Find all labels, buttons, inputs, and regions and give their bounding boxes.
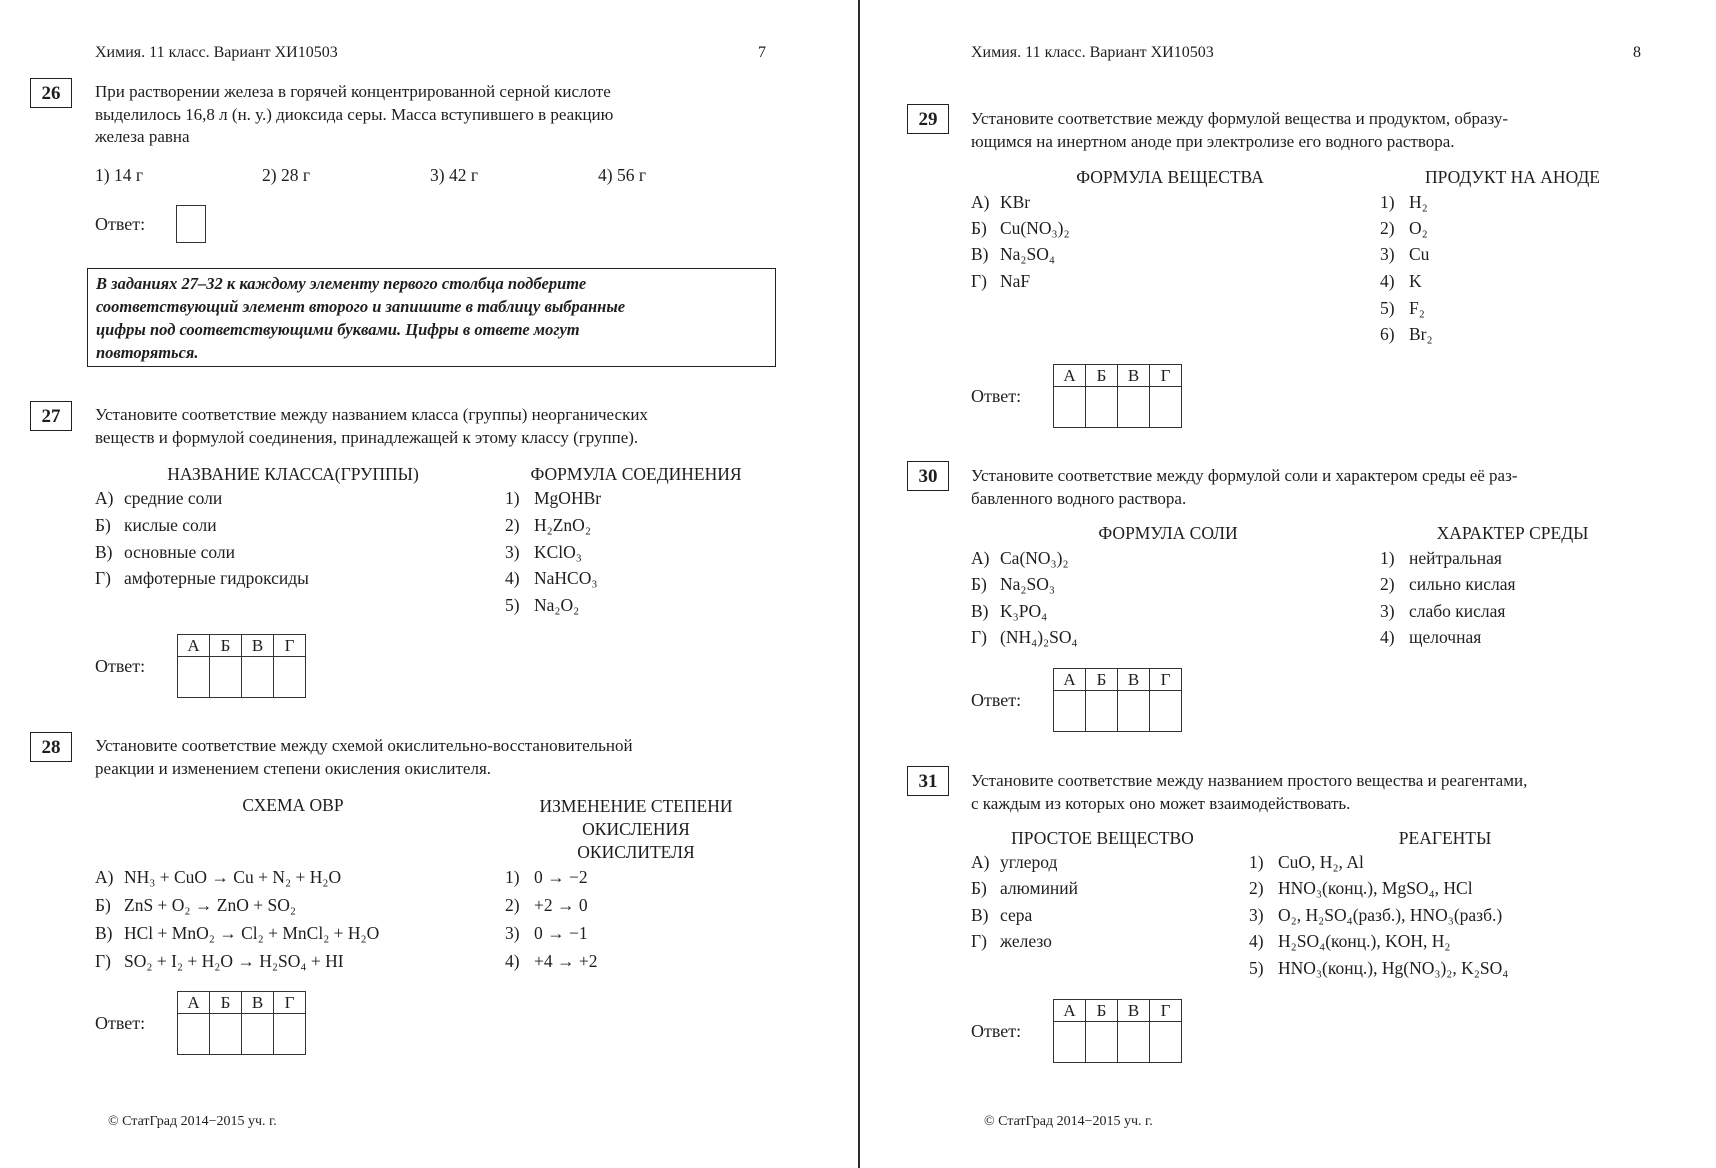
item-key: 2) [1380, 574, 1395, 594]
item-text: NaHCO₃ [534, 568, 598, 588]
question-28-text [95, 735, 768, 780]
question-31-left-item [971, 852, 1057, 873]
item-key: 2) [505, 895, 520, 915]
answer-cell[interactable] [1054, 1022, 1086, 1063]
question-31-column-1-header: ПРОСТОЕ ВЕЩЕСТВО [1011, 828, 1194, 848]
question-29-right-item [1380, 244, 1429, 265]
question-29-right-item [1380, 324, 1433, 345]
question-29-column-1-header: ФОРМУЛА ВЕЩЕСТВА [1076, 167, 1264, 187]
item-text: (NH₄)₂SO₄ [1000, 627, 1078, 647]
answer-table-27 [177, 634, 306, 698]
question-31-left-item [971, 905, 1032, 926]
item-key: В) [971, 905, 989, 925]
question-26-line: железа равна [95, 127, 190, 146]
item-text: HNO₃(конц.), MgSO₄, HCl [1278, 878, 1473, 898]
item-key: А) [971, 548, 990, 568]
instruction-line: цифры под соответствующими буквами. Цифры в ответе могут [96, 320, 580, 339]
question-31-right-item [1249, 852, 1364, 873]
item-key: 4) [505, 568, 520, 588]
item-key: 3) [1380, 244, 1395, 264]
item-text: 0 → −1 [534, 923, 588, 943]
item-key: 2) [1249, 878, 1264, 898]
page-header-right: Химия. 11 класс. Вариант ХИ10503 [971, 44, 1214, 61]
item-key: В) [95, 542, 113, 562]
item-key: 1) [1380, 192, 1395, 212]
question-29-line: ющимся на инертном аноде при электролизе его водного раствора. [971, 131, 1455, 151]
item-text: Na₂SO₃ [1000, 574, 1055, 594]
item-text: +4 → +2 [534, 951, 598, 971]
page-number-left: 7 [758, 44, 766, 61]
question-29-right-item [1380, 298, 1425, 319]
answer-letter: А [1054, 365, 1086, 387]
page-header-left: Химия. 11 класс. Вариант ХИ10503 [95, 44, 338, 61]
question-27-right-item [505, 515, 591, 536]
answer-cell[interactable] [1150, 387, 1182, 428]
question-27-column-2-header: ФОРМУЛА СОЕДИНЕНИЯ [530, 464, 742, 484]
question-30-line: Установите соответствие между формулой соли и характером среды её раз- [971, 466, 1518, 485]
item-key: 5) [505, 595, 520, 615]
answer-cell[interactable] [1054, 691, 1086, 732]
question-30-left-item [971, 601, 1047, 622]
item-text: HNO₃(конц.), Hg(NO₃)₂, K₂SO₄ [1278, 958, 1509, 978]
item-key: Б) [95, 515, 111, 535]
answer-letter: Б [1086, 1000, 1118, 1022]
item-text: основные соли [124, 542, 235, 562]
question-29-left-item [971, 271, 1030, 292]
question-28-right-item [505, 895, 588, 916]
item-key: 4) [1380, 627, 1395, 647]
item-text: Na₂O₂ [534, 595, 580, 615]
question-28-column-2-header [505, 795, 767, 864]
question-number-28: 28 [30, 732, 72, 762]
question-30-right-item [1380, 627, 1481, 648]
item-key: А) [95, 488, 114, 508]
question-30-right-item [1380, 548, 1502, 569]
item-text: амфотерные гидроксиды [124, 568, 309, 588]
question-31-left-item [971, 878, 1078, 899]
question-31-column-2-header: РЕАГЕНТЫ [1398, 828, 1492, 848]
item-text: HCl + MnO₂ → Cl₂ + MnCl₂ + H₂O [124, 923, 380, 943]
question-26-option-3: 3) 42 г [430, 165, 479, 185]
question-27-column-1-header: НАЗВАНИЕ КЛАССА(ГРУППЫ) [167, 464, 419, 484]
answer-letter: А [178, 992, 210, 1014]
item-key: В) [971, 601, 989, 621]
question-26-option-1: 1) 14 г [95, 165, 144, 185]
question-26-option-4: 4) 56 г [598, 165, 647, 185]
item-text: NaF [1000, 271, 1031, 291]
item-key: В) [95, 923, 113, 943]
question-31-right-item [1249, 905, 1502, 926]
question-30-left-item [971, 574, 1055, 595]
question-27-right-item [505, 542, 582, 563]
question-30-left-item [971, 627, 1078, 648]
item-text: Cu [1409, 244, 1430, 264]
item-text: сильно кислая [1409, 574, 1516, 594]
question-27-right-item [505, 488, 601, 509]
question-number-27: 27 [30, 401, 72, 431]
answer-label-27: Ответ: [95, 656, 146, 676]
page-footer-left: © СтатГрад 2014−2015 уч. г. [108, 1114, 277, 1129]
answer-cell[interactable] [1118, 1022, 1150, 1063]
question-28-right-item [505, 867, 588, 888]
question-29-left-item [971, 192, 1030, 213]
item-text: слабо кислая [1409, 601, 1506, 621]
item-key: Б) [971, 574, 987, 594]
item-key: 1) [1249, 852, 1264, 872]
item-key: 1) [505, 867, 520, 887]
answer-cell[interactable] [1086, 691, 1118, 732]
item-text: H₂ [1409, 192, 1428, 212]
item-text: кислые соли [124, 515, 217, 535]
question-31-left-item [971, 931, 1052, 952]
item-text: F₂ [1409, 298, 1425, 318]
item-key: Б) [95, 895, 111, 915]
answer-label-26: Ответ: [95, 214, 146, 234]
answer-table-30 [1053, 668, 1182, 732]
question-28-left-item [95, 923, 379, 944]
item-key: 3) [505, 923, 520, 943]
answer-cell[interactable] [178, 1014, 210, 1055]
item-key: 2) [505, 515, 520, 535]
question-27-line: веществ и формулой соединения, принадлежащей к этому классу (группе). [95, 427, 639, 447]
question-26-option-2: 2) 28 г [262, 165, 311, 185]
answer-cell[interactable] [274, 657, 306, 698]
item-key: Б) [971, 878, 987, 898]
answer-letter: Г [1150, 669, 1182, 691]
answer-letter: Б [1086, 365, 1118, 387]
item-text: средние соли [124, 488, 223, 508]
answer-letter: Б [210, 635, 242, 657]
answer-cell[interactable] [210, 1014, 242, 1055]
question-26-line: При растворении железа в горячей концентрированной серной кислоте [95, 82, 611, 101]
question-29-left-item [971, 218, 1070, 239]
question-29-line: Установите соответствие между формулой вещества и продуктом, образу- [971, 109, 1509, 128]
answer-label-31: Ответ: [971, 1021, 1022, 1041]
item-text: SO₂ + I₂ + H₂O → H₂SO₄ + HI [124, 951, 344, 971]
question-27-left-item [95, 515, 217, 536]
item-text: K₃PO₄ [1000, 601, 1048, 621]
answer-letter: В [242, 992, 274, 1014]
answer-letter: В [1118, 1000, 1150, 1022]
question-27-left-item [95, 488, 222, 509]
question-28-left-item [95, 895, 296, 916]
instruction-line: В заданиях 27–32 к каждому элементу первого столбца подберите [96, 274, 587, 293]
answer-cell[interactable] [1150, 691, 1182, 732]
answer-cell[interactable] [1086, 387, 1118, 428]
answer-label-30: Ответ: [971, 690, 1022, 710]
item-text: O₂ [1409, 218, 1428, 238]
question-27-right-item [505, 595, 579, 616]
page-divider [858, 0, 860, 1168]
item-key: 3) [1380, 601, 1395, 621]
answer-letter: Б [210, 992, 242, 1014]
item-key: А) [95, 867, 114, 887]
item-text: углерод [1000, 852, 1058, 872]
question-31-line: с каждым из которых оно может взаимодействовать. [971, 793, 1351, 813]
answer-cell[interactable] [1150, 1022, 1182, 1063]
instruction-line: повторяться. [96, 343, 199, 362]
question-30-right-item [1380, 601, 1505, 622]
item-text: 0 → −2 [534, 867, 588, 887]
item-key: Г) [971, 627, 987, 647]
item-text: ZnS + O₂ → ZnO + SO₂ [124, 895, 296, 915]
item-key: 3) [1249, 905, 1264, 925]
question-27-left-item [95, 542, 235, 563]
item-key: Г) [95, 568, 111, 588]
question-26-line: выделилось 16,8 л (н. у.) диоксида серы. Масса вступившего в реакцию [95, 104, 614, 124]
question-28-left-item [95, 867, 341, 888]
answer-box-26[interactable] [176, 205, 206, 243]
answer-label-28: Ответ: [95, 1013, 146, 1033]
answer-letter: А [1054, 669, 1086, 691]
item-key: Г) [95, 951, 111, 971]
item-text: Cu(NO₃)₂ [1000, 218, 1070, 238]
answer-letter: А [1054, 1000, 1086, 1022]
answer-cell[interactable] [1054, 387, 1086, 428]
question-31-line: Установите соответствие между названием простого вещества и реагентами, [971, 771, 1528, 790]
answer-letter: Г [274, 992, 306, 1014]
item-text: Na₂SO₄ [1000, 244, 1055, 264]
item-text: алюминий [1000, 878, 1079, 898]
item-text: +2 → 0 [534, 895, 588, 915]
item-text: K [1409, 271, 1422, 291]
question-27-right-item [505, 568, 597, 589]
answer-table-28 [177, 991, 306, 1055]
question-28-column-1-header: СХЕМА ОВР [242, 795, 344, 815]
answer-table-31 [1053, 999, 1182, 1063]
item-text: CuO, H₂, Al [1278, 852, 1364, 872]
answer-letter: Г [1150, 1000, 1182, 1022]
question-31-right-item [1249, 878, 1473, 899]
question-28-line: реакции и изменением степени окисления окислителя. [95, 758, 492, 778]
answer-letter: Г [274, 635, 306, 657]
answer-cell[interactable] [274, 1014, 306, 1055]
item-key: 6) [1380, 324, 1395, 344]
answer-cell[interactable] [242, 1014, 274, 1055]
answer-letter: В [242, 635, 274, 657]
question-27-text [95, 404, 768, 449]
item-text: KBr [1000, 192, 1031, 212]
item-text: щелочная [1409, 627, 1482, 647]
item-key: 2) [1380, 218, 1395, 238]
item-key: 4) [505, 951, 520, 971]
item-text: нейтральная [1409, 548, 1502, 568]
question-29-right-item [1380, 271, 1422, 292]
item-key: А) [971, 192, 990, 212]
question-28-right-item [505, 951, 598, 972]
answer-letter: Г [1150, 365, 1182, 387]
item-key: Г) [971, 271, 987, 291]
item-text: NH₃ + CuO → Cu + N₂ + H₂O [124, 867, 342, 887]
question-28-line: Установите соответствие между схемой окислительно-восстановительной [95, 736, 633, 755]
question-31-right-item [1249, 958, 1508, 979]
item-text: MgOHBr [534, 488, 602, 508]
question-number-31: 31 [907, 766, 949, 796]
item-text: железо [1000, 931, 1052, 951]
answer-cell[interactable] [210, 657, 242, 698]
item-key: 5) [1249, 958, 1264, 978]
item-text: O₂, H₂SO₄(разб.), HNO₃(разб.) [1278, 905, 1503, 925]
answer-label-29: Ответ: [971, 386, 1022, 406]
answer-cell[interactable] [242, 657, 274, 698]
item-key: Б) [971, 218, 987, 238]
page-number-right: 8 [1633, 44, 1641, 61]
item-text: Ca(NO₃)₂ [1000, 548, 1069, 568]
question-26-text [95, 81, 768, 149]
item-key: А) [971, 852, 990, 872]
instruction-line: соответствующий элемент второго и запишите в таблицу выбранные [96, 297, 626, 316]
question-30-line: бавленного водного раствора. [971, 488, 1187, 508]
question-30-column-1-header: ФОРМУЛА СОЛИ [1098, 523, 1238, 543]
item-key: 4) [1249, 931, 1264, 951]
page-footer-right: © СтатГрад 2014−2015 уч. г. [984, 1114, 1153, 1129]
question-30-column-2-header: ХАРАКТЕР СРЕДЫ [1436, 523, 1589, 543]
instruction-box [87, 268, 776, 367]
question-29-right-item [1380, 218, 1428, 239]
item-key: Г) [971, 931, 987, 951]
question-29-right-item [1380, 192, 1428, 213]
question-28-right-item [505, 923, 588, 944]
item-key: В) [971, 244, 989, 264]
question-30-text [971, 465, 1644, 510]
question-31-text [971, 770, 1644, 815]
item-text: H₂SO₄(конц.), KOH, H₂ [1278, 931, 1451, 951]
question-28-left-item [95, 951, 344, 972]
item-text: KClO₃ [534, 542, 582, 562]
answer-letter: В [1118, 669, 1150, 691]
question-number-29: 29 [907, 104, 949, 134]
item-text: сера [1000, 905, 1033, 925]
item-text: H₂ZnO₂ [534, 515, 591, 535]
answer-cell[interactable] [1118, 691, 1150, 732]
answer-table-29 [1053, 364, 1182, 428]
item-key: 4) [1380, 271, 1395, 291]
item-key: 5) [1380, 298, 1395, 318]
answer-letter: Б [1086, 669, 1118, 691]
question-29-text [971, 108, 1644, 153]
question-27-line: Установите соответствие между названием класса (группы) неорганических [95, 405, 648, 424]
answer-cell[interactable] [1118, 387, 1150, 428]
column-header-line: ИЗМЕНЕНИЕ СТЕПЕНИ [539, 796, 733, 816]
answer-cell[interactable] [178, 657, 210, 698]
item-key: 1) [505, 488, 520, 508]
answer-letter: В [1118, 365, 1150, 387]
question-31-right-item [1249, 931, 1451, 952]
column-header-line: ОКИСЛЕНИЯ [582, 819, 690, 839]
question-29-left-item [971, 244, 1055, 265]
question-27-left-item [95, 568, 309, 589]
answer-letter: А [178, 635, 210, 657]
question-number-26: 26 [30, 78, 72, 108]
question-number-30: 30 [907, 461, 949, 491]
item-key: 1) [1380, 548, 1395, 568]
question-30-right-item [1380, 574, 1516, 595]
answer-cell[interactable] [1086, 1022, 1118, 1063]
question-30-left-item [971, 548, 1069, 569]
column-header-line: ОКИСЛИТЕЛЯ [577, 842, 695, 862]
item-key: 3) [505, 542, 520, 562]
question-29-column-2-header: ПРОДУКТ НА АНОДЕ [1425, 167, 1600, 187]
item-text: Br₂ [1409, 324, 1433, 344]
